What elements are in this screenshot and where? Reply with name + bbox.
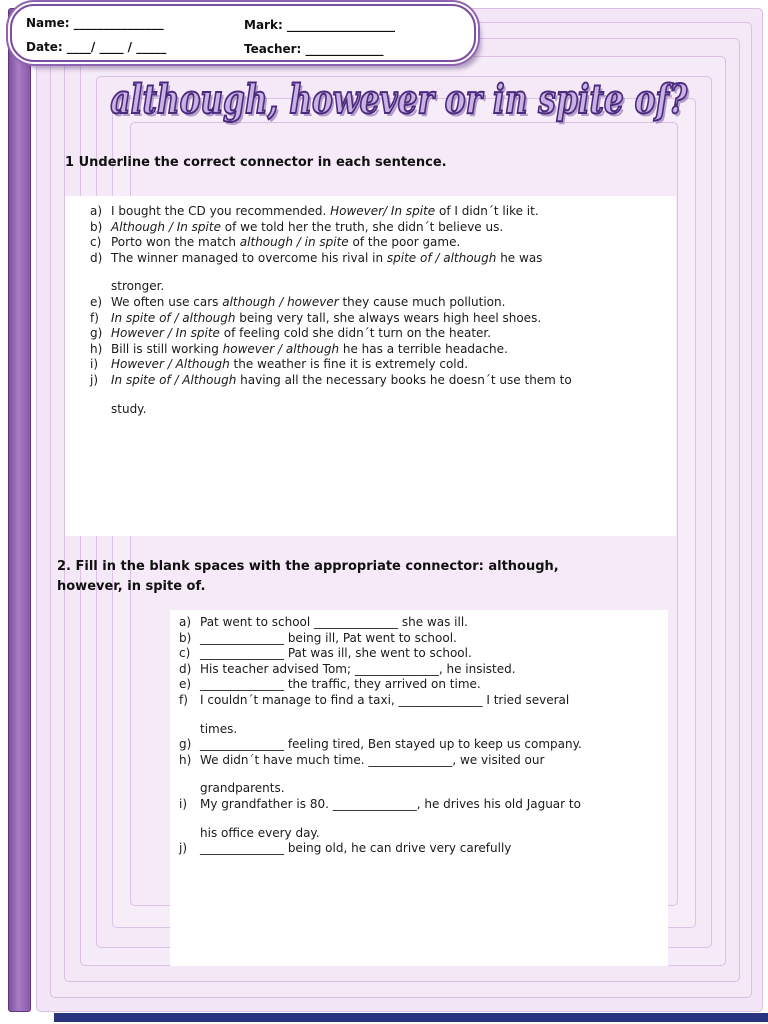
- exercise2-heading: [57, 557, 717, 597]
- item-letter: e): [90, 294, 103, 309]
- item-text: In spite of / although being very tall, she always wears high heel shoes.: [111, 310, 542, 325]
- worksheet-title: although, however or in spite of?: [110, 76, 688, 123]
- item-text: His teacher advised Tom; ______________, he insisted.: [200, 661, 516, 676]
- date-blank-line: ____/ ____ / _____: [66, 40, 167, 54]
- exercise2-box: [170, 610, 668, 966]
- exercise-item: [90, 251, 670, 295]
- item-letter: i): [179, 796, 188, 811]
- exercise-item: [90, 342, 670, 358]
- teacher-field: [244, 42, 384, 56]
- exercise-item: [179, 753, 664, 797]
- item-letter: b): [179, 630, 192, 645]
- exercise-item: [179, 677, 664, 693]
- date-field: [26, 40, 166, 54]
- item-letter: j): [90, 372, 99, 387]
- exercise2-heading-line2: however, in spite of.: [57, 579, 206, 594]
- item-letter: i): [90, 357, 99, 372]
- exercise1-item-list: [90, 204, 670, 417]
- exercise1-box: [65, 196, 676, 536]
- name-blank-line: _______________: [73, 16, 164, 30]
- date-label: Date:: [26, 40, 63, 54]
- exercise-item: [179, 631, 664, 647]
- item-text: ______________ being ill, Pat went to school.: [200, 630, 457, 645]
- exercise1-heading: 1 Underline the correct connector in each sentence.: [65, 155, 447, 170]
- exercise-item: [179, 693, 664, 737]
- item-text: Porto won the match although / in spite of the poor game.: [111, 235, 461, 250]
- teacher-label: Teacher:: [244, 42, 302, 56]
- item-letter: e): [179, 677, 192, 692]
- exercise2-item-list: [179, 615, 664, 857]
- exercise-item: [90, 204, 670, 220]
- exercise-item: [90, 311, 670, 327]
- name-label: Name:: [26, 16, 70, 30]
- exercise-item: [90, 326, 670, 342]
- item-letter: d): [90, 250, 103, 265]
- exercise-item: [179, 646, 664, 662]
- item-letter: g): [179, 737, 192, 752]
- bottom-navy-bar: [54, 1013, 768, 1022]
- item-text: We didn´t have much time. ______________, we visited our grandparents.: [200, 752, 545, 796]
- item-letter: h): [90, 341, 103, 356]
- item-text: However / Although the weather is fine it is extremely cold.: [111, 357, 469, 372]
- exercise-item: [90, 295, 670, 311]
- item-text: Although / In spite of we told her the truth, she didn´t believe us.: [111, 219, 504, 234]
- item-text: My grandfather is 80. ______________, he drives his old Jaguar to his office every day.: [200, 796, 581, 840]
- item-text: However / In spite of feeling cold she didn´t turn on the heater.: [111, 326, 492, 341]
- exercise-item: [179, 841, 664, 857]
- exercise-item: [179, 615, 664, 631]
- exercise-item: [90, 235, 670, 251]
- mark-blank-line: __________________: [286, 18, 395, 32]
- item-letter: f): [90, 310, 99, 325]
- item-text: ______________ feeling tired, Ben stayed up to keep us company.: [200, 737, 582, 752]
- item-text: ______________ the traffic, they arrived on time.: [200, 677, 481, 692]
- item-text: In spite of / Although having all the necessary books he doesn´t use them to study.: [111, 372, 572, 416]
- item-letter: a): [179, 615, 192, 629]
- exercise-item: [179, 737, 664, 753]
- mark-field: [244, 18, 395, 32]
- exercise-item: [90, 220, 670, 236]
- student-info-box: [10, 4, 476, 62]
- item-letter: a): [90, 204, 103, 218]
- item-letter: g): [90, 326, 103, 341]
- exercise-item: [179, 797, 664, 841]
- item-text: The winner managed to overcome his rival in spite of / although he was stronger.: [111, 250, 543, 294]
- left-purple-strip: [8, 8, 31, 1012]
- item-text: Pat went to school ______________ she was ill.: [200, 615, 468, 629]
- exercise-item: [90, 357, 670, 373]
- item-text: ______________ being old, he can drive very carefully: [200, 841, 512, 856]
- exercise-item: [90, 373, 670, 417]
- mark-label: Mark:: [244, 18, 283, 32]
- item-letter: b): [90, 219, 103, 234]
- item-text: I couldn´t manage to find a taxi, ______________ I tried several times.: [200, 692, 570, 736]
- name-field: [26, 16, 164, 30]
- item-letter: d): [179, 661, 192, 676]
- exercise2-heading-line1: 2. Fill in the blank spaces with the appropriate connector: although,: [57, 559, 559, 574]
- exercise-item: [179, 662, 664, 678]
- item-text: ______________ Pat was ill, she went to school.: [200, 646, 472, 661]
- item-letter: j): [179, 841, 188, 856]
- item-text: We often use cars although / however they cause much pollution.: [111, 294, 506, 309]
- item-letter: c): [90, 235, 102, 250]
- teacher-blank-line: _____________: [305, 42, 384, 56]
- item-letter: f): [179, 692, 188, 707]
- item-letter: h): [179, 752, 192, 767]
- item-text: I bought the CD you recommended. However/ In spite of I didn´t like it.: [111, 204, 539, 218]
- item-letter: c): [179, 646, 191, 661]
- item-text: Bill is still working however / although he has a terrible headache.: [111, 341, 508, 356]
